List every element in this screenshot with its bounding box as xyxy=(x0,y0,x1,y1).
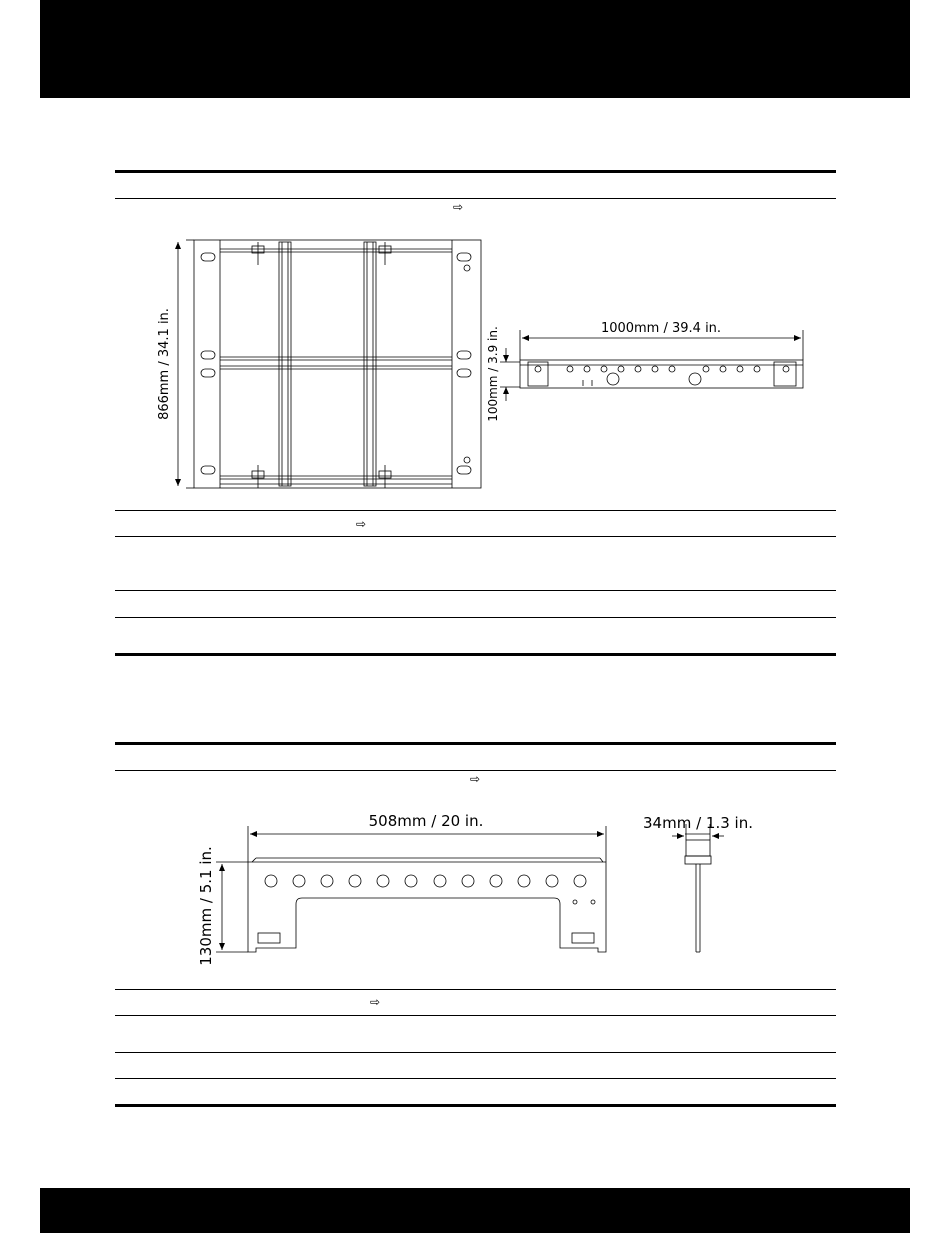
bracket-side-drawing xyxy=(672,824,724,952)
bar-height-label: 100mm / 3.9 in. xyxy=(486,326,500,422)
bar-drawing xyxy=(500,330,803,401)
bracket-drawing xyxy=(216,826,606,952)
frame-height-label: 866mm / 34.1 in. xyxy=(157,308,172,420)
section2-arrow-icon: ⇨ xyxy=(470,772,481,786)
bracket-width-label: 508mm / 20 in. xyxy=(368,812,484,830)
frame-drawing xyxy=(178,240,481,488)
bracket-height-label: 130mm / 5.1 in. xyxy=(197,846,215,966)
section2-arrow-icon: ⇨ xyxy=(370,995,381,1009)
section1-arrow-icon: ⇨ xyxy=(453,200,464,214)
side-width-label: 34mm / 1.3 in. xyxy=(643,814,753,832)
section1-arrow-icon: ⇨ xyxy=(356,517,367,531)
bar-width-label: 1000mm / 39.4 in. xyxy=(600,321,722,336)
